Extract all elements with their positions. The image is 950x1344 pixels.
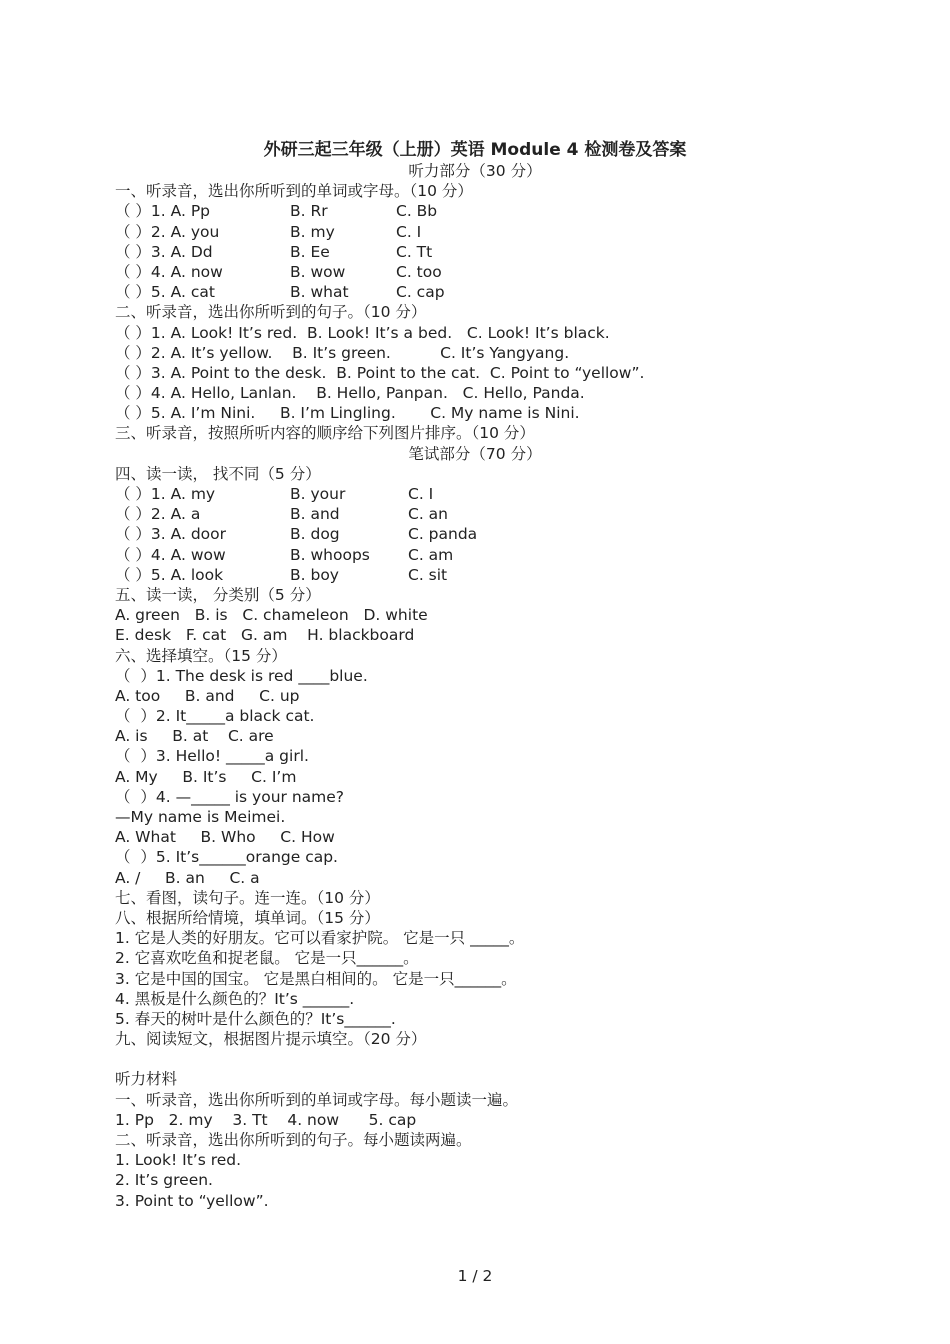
option-b: B. dog [290,525,340,544]
question-row [115,484,875,504]
question-row [115,282,875,302]
question-row [115,545,875,565]
question-line: （ ）2. It_____a black cat. [115,707,315,726]
question-line: 4. 黑板是什么颜色的？It’s ______. [115,989,355,1008]
question-row [115,262,875,282]
question-row [115,565,875,585]
page-number: 1 / 2 [457,1267,493,1285]
question-line: 5. 春天的树叶是什么颜色的？It’s______. [115,1009,396,1028]
question-line: 2. 它喜欢吃鱼和捉老鼠。 它是一只______。 [115,949,419,968]
option-c: C. am [408,545,454,564]
question-row [115,222,875,242]
option-c: C. panda [408,525,478,544]
question-line: （ ）1. The desk is red ____blue. [115,666,368,685]
question-row [115,504,875,524]
section-9-heading: 九、阅读短文，根据图片提示填空。（20 分） [115,1030,427,1049]
option-a: （ ）5. A. look [115,565,224,584]
option-b: B. my [290,222,335,241]
question-row [115,201,875,221]
section-2-heading: 二、听录音，选出你所听到的句子。（10 分） [115,303,427,322]
question-line: （ ）1. A. Look! It’s red. B. Look! It’s a bed. C. Look! It’s black. [115,323,610,342]
option-b: B. boy [290,565,339,584]
option-c: C. sit [408,565,448,584]
option-b: B. Rr [290,202,328,221]
section-4-heading: 四、读一读， 找不同（5 分） [115,464,321,483]
question-row [115,524,875,544]
section-5-heading: 五、读一读， 分类别（5 分） [115,585,321,604]
option-c: C. I [396,222,422,241]
material-line: 一、听录音，选出你所听到的单词或字母。每小题读一遍。 [115,1090,519,1109]
option-a: （ ）5. A. cat [115,283,215,302]
word-list-line: E. desk F. cat G. am H. blackboard [115,626,415,645]
question-line: （ ）3. Hello! _____a girl. [115,747,309,766]
question-line: 3. 它是中国的国宝。 它是黑白相间的。 它是一只______。 [115,969,517,988]
section-8-heading: 八、根据所给情境，填单词。（15 分） [115,908,380,927]
option-b: B. wow [290,262,346,281]
document-body [115,139,875,1211]
option-a: （ ）2. A. a [115,505,201,524]
option-c: C. cap [396,283,445,302]
document-title: 外研三起三年级（上册）英语 Module 4 检测卷及答案 [263,140,687,160]
options-line: A. is B. at C. are [115,727,274,746]
option-b: B. what [290,283,349,302]
option-a: （ ）1. A. Pp [115,202,211,221]
option-b: B. and [290,505,340,524]
question-line: （ ）5. It’s______orange cap. [115,848,338,867]
question-line: 1. 它是人类的好朋友。它可以看家护院。 它是一只 _____。 [115,929,525,948]
section-1-heading: 一、听录音，选出你所听到的单词或字母。（10 分） [115,182,473,201]
section-7-heading: 七、看图，读句子。连一连。（10 分） [115,888,380,907]
section-6-heading: 六、选择填空。（15 分） [115,646,287,665]
option-b: B. whoops [290,545,370,564]
spacer [115,1049,875,1069]
options-line: A. / B. an C. a [115,868,260,887]
written-part-heading: 笔试部分（70 分） [408,444,542,463]
options-line: A. What B. Who C. How [115,828,335,847]
section-3-heading: 三、听录音，按照所听内容的顺序给下列图片排序。（10 分） [115,424,535,443]
question-line: （ ）2. A. It’s yellow. B. It’s green. C. It’s Yangyang. [115,343,570,362]
question-line: （ ）4. —_____ is your name? [115,787,345,806]
question-line: （ ）3. A. Point to the desk. B. Point to the cat. C. Point to “yellow”. [115,363,645,382]
material-line: 1. Pp 2. my 3. Tt 4. now 5. cap [115,1110,417,1129]
option-c: C. I [408,485,434,503]
option-a: （ ）4. A. now [115,262,223,281]
option-a: （ ）3. A. door [115,525,227,544]
option-c: C. Tt [396,242,433,261]
question-line: （ ）5. A. I’m Nini. B. I’m Lingling. C. My name is Nini. [115,404,580,423]
listening-part-heading: 听力部分（30 分） [408,162,542,180]
question-row [115,242,875,262]
listening-materials-heading: 听力材料 [115,1070,178,1089]
material-line: 2. It’s green. [115,1171,213,1190]
material-line: 1. Look! It’s red. [115,1151,242,1170]
option-a: （ ）2. A. you [115,222,220,241]
option-c: C. an [408,505,448,524]
material-line: 3. Point to “yellow”. [115,1191,269,1210]
option-b: B. Ee [290,242,330,261]
options-line: A. too B. and C. up [115,686,300,705]
question-line: —My name is Meimei. [115,808,286,826]
option-a: （ ）3. A. Dd [115,242,213,261]
word-list-line: A. green B. is C. chameleon D. white [115,606,428,625]
option-c: C. Bb [396,202,438,221]
options-line: A. My B. It’s C. I’m [115,767,297,786]
question-line: （ ）4. A. Hello, Lanlan. B. Hello, Panpan. C. Hello, Panda. [115,384,585,403]
material-line: 二、听录音，选出你所听到的句子。每小题读两遍。 [115,1131,472,1149]
option-c: C. too [396,262,442,281]
option-b: B. your [290,485,346,503]
option-a: （ ）1. A. my [115,485,216,503]
option-a: （ ）4. A. wow [115,545,226,564]
